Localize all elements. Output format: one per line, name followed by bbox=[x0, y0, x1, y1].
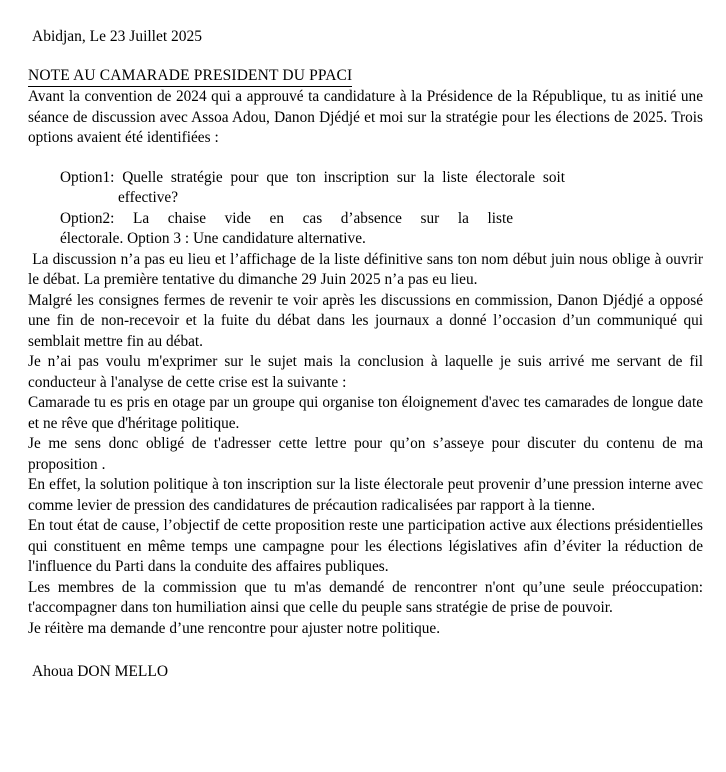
document-body bbox=[28, 0, 707, 681]
paragraph-discussion: La discussion n’a pas eu lieu et l’affichage de la liste définitive sans ton nom début juin nous oblige à ouvrir le débat. La première tentative du dimanche 29 Juin 2025 n’a pas eu lieu. bbox=[28, 250, 707, 288]
paragraph-en-tout-etat: En tout état de cause, l’objectif de cette proposition reste une participation active aux élections présidentielles qui constituent en même temps une campagne pour les élections législatives afin d’éviter la réduction de l'influence du Parti dans la conduite des affaires publiques. bbox=[28, 517, 707, 575]
option-1-line-2: effective? bbox=[118, 189, 179, 206]
option-1-line-1: Option1: Quelle stratégie pour que ton inscription sur la liste électorale soit bbox=[60, 168, 565, 186]
paragraph-malgre: Malgré les consignes fermes de revenir te voir après les discussions en commission, Danon Djédjé a opposé une fin de non-recevoir et la fuite du débat dans les journaux a donné l’occasion d’un communiqué qui semblait mettre fin au débat. bbox=[28, 291, 707, 350]
option-2-line-1: Option2: La chaise vide en cas d’absence sur la liste bbox=[60, 209, 513, 227]
options-list bbox=[60, 168, 565, 250]
document-title-wrapper bbox=[28, 67, 703, 87]
signature-name: Ahoua DON MELLO bbox=[32, 663, 169, 680]
paragraph-camarade: Camarade tu es pris en otage par un groupe qui organise ton éloignement d'avec tes camarades de longue date et ne rêve que d'héritage politique. bbox=[28, 394, 707, 432]
paragraph-reitere: Je réitère ma demande d’une rencontre pour ajuster notre politique. bbox=[28, 619, 441, 637]
paragraph-en-effet: En effet, la solution politique à ton inscription sur la liste électorale peut provenir d’une pression interne avec comme levier de pression des candidatures de précaution radicalisées par rapport à la tienne. bbox=[28, 476, 707, 514]
paragraph-intro: Avant la convention de 2024 qui a approuvé ta candidature à la Présidence de la République, tu as initié une séance de discussion avec Assoa Adou, Danon Djédjé et moi sur la stratégie pour les élections de 2025. Trois options avaient été identifiées : bbox=[28, 88, 707, 146]
place-and-date: Abidjan, Le 23 Juillet 2025 bbox=[32, 28, 203, 45]
option-2-line-2: électorale. Option 3 : Une candidature alternative. bbox=[60, 230, 366, 247]
paragraph-conclusion: Je n’ai pas voulu m'exprimer sur le sujet mais la conclusion à laquelle je suis arrivé me servant de fil conducteur à l'analyse de cette crise est la suivante : bbox=[28, 353, 707, 391]
page-title: NOTE AU CAMARADE PRESIDENT DU PPACI bbox=[28, 67, 352, 87]
paragraph-membres: Les membres de la commission que tu m'as demandé de rencontrer n'ont qu’une seule préoccupation: t'accompagner dans ton humiliation ainsi que celle du peuple sans stratégie de prise de pouvoir. bbox=[28, 578, 707, 616]
paragraph-oblige: Je me sens donc obligé de t'adresser cette lettre pour qu’on s’asseye pour discuter du contenu de ma proposition . bbox=[28, 435, 707, 473]
